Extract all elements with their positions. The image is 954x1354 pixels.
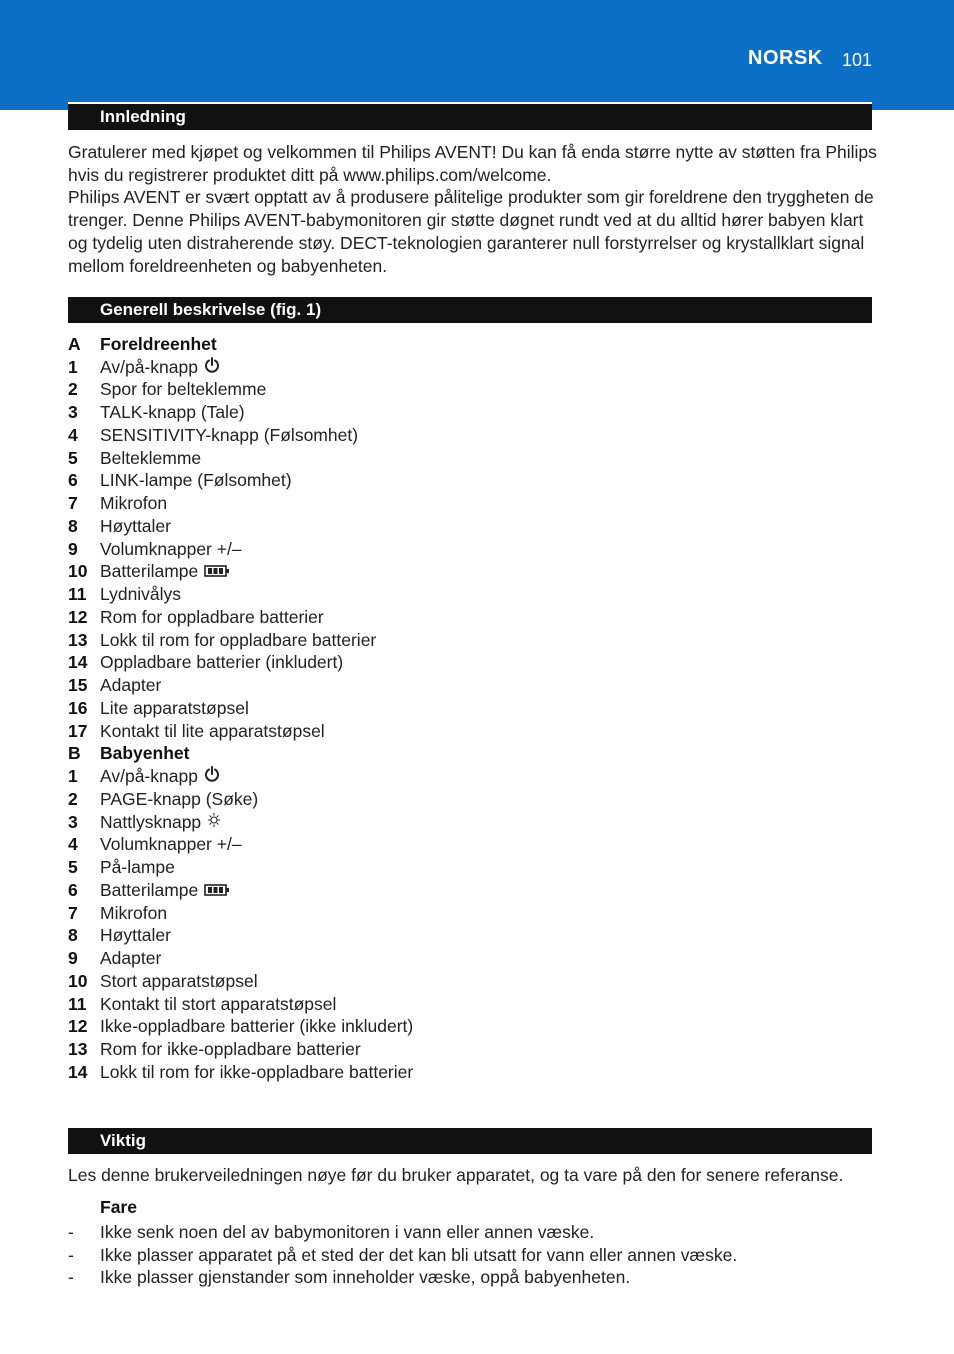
parts-list-item (68, 788, 768, 811)
parts-list-item (68, 379, 768, 402)
item-number: 9 (68, 948, 78, 969)
section-heading-general (68, 295, 872, 323)
item-label: PAGE-knapp (Søke) (100, 788, 259, 809)
item-label-wrap (100, 1062, 413, 1083)
item-label-wrap (100, 652, 343, 673)
item-label: Ikke-oppladbare batterier (ikke inkludert) (100, 1016, 414, 1037)
nightlight-icon (207, 812, 221, 833)
item-number: 5 (68, 857, 78, 878)
item-number: 13 (68, 629, 88, 650)
item-label-wrap (100, 379, 266, 400)
danger-list-item (68, 1221, 888, 1244)
parts-list-item (68, 1016, 768, 1039)
parts-list-item (68, 1061, 768, 1084)
parts-list-item (68, 538, 768, 561)
parts-list-item (68, 470, 768, 493)
item-label: Kontakt til lite apparatstøpsel (100, 720, 325, 741)
item-label-wrap (100, 493, 167, 514)
item-number: 6 (68, 470, 78, 491)
item-label-wrap (100, 584, 181, 605)
item-label: Babyenhet (100, 743, 190, 764)
item-label-wrap (100, 1039, 361, 1060)
item-number: 14 (68, 652, 88, 673)
parts-list-item (68, 834, 768, 857)
item-number: 1 (68, 766, 78, 787)
danger-list (68, 1221, 888, 1289)
danger-list-item (68, 1244, 888, 1267)
item-label-wrap (100, 470, 292, 491)
item-label-wrap (100, 721, 325, 742)
item-label-wrap (100, 789, 258, 810)
parts-list-item (68, 515, 768, 538)
item-label-wrap (100, 834, 242, 855)
item-label-wrap (100, 334, 217, 355)
item-number: 7 (68, 493, 78, 514)
item-label: Batterilampe (100, 561, 199, 582)
danger-item-text: Ikke plasser gjenstander som inneholder væske, oppå babyenheten. (100, 1267, 631, 1288)
power-icon (204, 357, 220, 378)
item-number: A (68, 333, 81, 354)
item-number: 1 (68, 356, 78, 377)
item-label-wrap (100, 1016, 413, 1037)
parts-list-item (68, 652, 768, 675)
item-label: Høyttaler (100, 515, 171, 536)
parts-list-item (68, 925, 768, 948)
item-number: 8 (68, 925, 78, 946)
item-label: Volumknapper +/– (100, 538, 242, 559)
parts-list-item (68, 561, 768, 584)
item-number: B (68, 743, 81, 764)
item-number: 5 (68, 447, 78, 468)
item-label: Rom for ikke-oppladbare batterier (100, 1039, 361, 1060)
item-label: SENSITIVITY-knapp (Følsomhet) (100, 424, 359, 445)
item-number: 4 (68, 834, 78, 855)
item-label-wrap (100, 925, 171, 946)
item-label: Av/på-knapp (100, 356, 198, 377)
item-label: Adapter (100, 948, 162, 969)
parts-list-item (68, 697, 768, 720)
section-title: Viktig (100, 1131, 146, 1150)
parts-list-item (68, 811, 768, 834)
item-label: Mikrofon (100, 493, 168, 514)
item-label-wrap (100, 357, 220, 378)
item-label-wrap (100, 402, 245, 423)
item-label: LINK-lampe (Følsomhet) (100, 470, 292, 491)
section-heading-intro (68, 102, 872, 130)
item-number: 3 (68, 811, 78, 832)
item-number: 2 (68, 788, 78, 809)
danger-item-text: Ikke senk noen del av babymonitoren i vann eller annen væske. (100, 1221, 595, 1242)
danger-list-item (68, 1267, 888, 1290)
parts-list-item (68, 401, 768, 424)
item-label-wrap (100, 698, 249, 719)
item-label-wrap (100, 675, 161, 696)
language-label: NORSK (748, 47, 823, 69)
parts-list-item (68, 674, 768, 697)
parts-group-heading (68, 333, 768, 356)
bullet-marker: - (68, 1244, 74, 1265)
item-label-wrap (100, 903, 167, 924)
parts-group-heading (68, 743, 768, 766)
item-label: Lokk til rom for ikke-oppladbare batterier (100, 1061, 414, 1082)
item-label: Lydnivålys (100, 584, 182, 605)
parts-list-item (68, 492, 768, 515)
battery-icon (204, 561, 230, 582)
section-title: Innledning (100, 107, 186, 126)
item-label-wrap (100, 607, 324, 628)
item-label-wrap (100, 448, 201, 469)
item-label: Volumknapper +/– (100, 834, 242, 855)
item-number: 2 (68, 379, 78, 400)
item-label-wrap (100, 766, 220, 787)
item-label: Høyttaler (100, 925, 171, 946)
intro-paragraph-2: Philips AVENT er svært opptatt av å produsere pålitelige produkter som gir foreldrene den tryggheten de trenger. Denne Philips AVENT-babymonitoren gir støtte døgnet rundt ved at du alltid hører babyen klart og tydelig uten distraherende støy. DECT-teknologien garanterer null forstyrrelser og krystallklart signal mellom foreldreenheten og babyenheten. (68, 187, 874, 276)
item-number: 6 (68, 879, 78, 900)
parts-list-item (68, 424, 768, 447)
item-label: Lite apparatstøpsel (100, 697, 249, 718)
item-label-wrap (100, 880, 230, 901)
section-title: Generell beskrivelse (fig. 1) (100, 300, 322, 319)
item-label-wrap (100, 948, 161, 969)
parts-list-item (68, 1038, 768, 1061)
item-number: 3 (68, 402, 78, 423)
item-label-wrap (100, 857, 175, 878)
item-label-wrap (100, 994, 336, 1015)
item-label: Stort apparatstøpsel (100, 970, 258, 991)
item-label: Belteklemme (100, 447, 202, 468)
item-label-wrap (100, 743, 189, 764)
parts-list-item (68, 856, 768, 879)
bullet-marker: - (68, 1221, 74, 1242)
item-number: 8 (68, 515, 78, 536)
item-label-wrap (100, 971, 258, 992)
item-number: 12 (68, 606, 88, 627)
item-number: 4 (68, 424, 78, 445)
parts-list-item (68, 447, 768, 470)
item-number: 14 (68, 1061, 88, 1082)
item-label: Foreldreenhet (100, 333, 217, 354)
parts-list-item (68, 947, 768, 970)
item-label-wrap (100, 539, 242, 560)
power-icon (204, 766, 220, 787)
bullet-marker: - (68, 1267, 74, 1288)
battery-icon (204, 880, 230, 901)
item-label: Batterilampe (100, 879, 199, 900)
item-number: 11 (68, 584, 87, 605)
parts-list-item (68, 993, 768, 1016)
item-label-wrap (100, 561, 230, 582)
important-intro: Les denne brukerveiledningen nøye før du bruker apparatet, og ta vare på den for senere referanse. (68, 1165, 844, 1185)
header-bar (0, 0, 954, 110)
item-number: 9 (68, 538, 78, 559)
item-number: 12 (68, 1016, 88, 1037)
item-label: Mikrofon (100, 902, 168, 923)
item-label-wrap (100, 516, 171, 537)
item-label: Nattlysknapp (100, 811, 202, 832)
parts-list (68, 333, 768, 1084)
item-label: TALK-knapp (Tale) (100, 402, 245, 423)
page-number: 101 (842, 50, 873, 70)
item-number: 16 (68, 697, 88, 718)
parts-list-item (68, 583, 768, 606)
item-number: 11 (68, 993, 87, 1014)
item-number: 10 (68, 561, 88, 582)
item-number: 10 (68, 970, 88, 991)
item-label-wrap (100, 812, 221, 833)
parts-list-item (68, 902, 768, 925)
item-label: Adapter (100, 675, 162, 696)
item-label-wrap (100, 425, 358, 446)
parts-list-item (68, 629, 768, 652)
item-label: Rom for oppladbare batterier (100, 606, 324, 627)
parts-list-item (68, 879, 768, 902)
item-label: Spor for belteklemme (100, 379, 267, 400)
parts-list-item (68, 606, 768, 629)
item-number: 15 (68, 675, 88, 696)
parts-list-item (68, 765, 768, 788)
section-heading-important (68, 1126, 872, 1154)
parts-list-item (68, 356, 768, 379)
danger-title: Fare (100, 1197, 137, 1217)
item-label: Lokk til rom for oppladbare batterier (100, 629, 377, 650)
intro-paragraph-1: Gratulerer med kjøpet og velkommen til Philips AVENT! Du kan få enda større nytte av støtten fra Philips hvis du registrerer produktet ditt på www.philips.com/welcome. (68, 142, 877, 185)
parts-list-item (68, 970, 768, 993)
danger-item-text: Ikke plasser apparatet på et sted der det kan bli utsatt for vann eller annen væske. (100, 1244, 738, 1265)
item-number: 7 (68, 902, 78, 923)
item-label: Oppladbare batterier (inkludert) (100, 652, 344, 673)
item-label: Av/på-knapp (100, 766, 198, 787)
item-label: På-lampe (100, 857, 175, 878)
item-label-wrap (100, 630, 376, 651)
parts-list-item (68, 720, 768, 743)
item-number: 17 (68, 720, 88, 741)
item-number: 13 (68, 1039, 88, 1060)
item-label: Kontakt til stort apparatstøpsel (100, 993, 337, 1014)
